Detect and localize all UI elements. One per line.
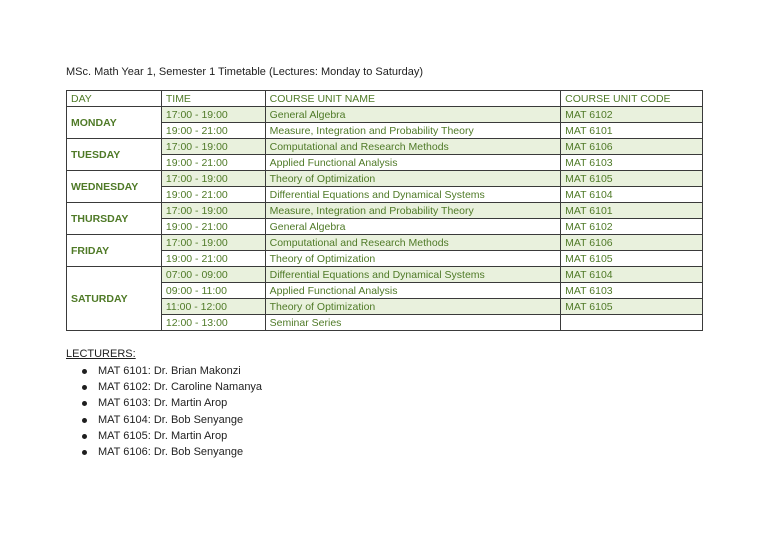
bullet-icon [82,450,87,455]
time-cell: 07:00 - 09:00 [161,267,265,283]
table-row [67,107,703,123]
lecturer-text: MAT 6105: Dr. Martin Arop [98,429,228,442]
header-time: TIME [161,91,265,107]
table-row [67,123,703,139]
table-row [67,299,703,315]
course-code-cell: MAT 6106 [561,235,703,251]
table-row [67,251,703,267]
course-name-cell: Computational and Research Methods [265,139,561,155]
lecturer-text: MAT 6101: Dr. Brian Makonzi [98,365,241,377]
course-code-cell: MAT 6101 [561,123,703,139]
header-course-name: COURSE UNIT NAME [265,91,561,107]
time-cell: 12:00 - 13:00 [161,315,265,331]
time-cell: 11:00 - 12:00 [161,299,265,315]
list-item [98,428,262,444]
table-row [67,267,703,283]
course-name-cell: Theory of Optimization [265,171,561,187]
time-cell: 19:00 - 21:00 [161,155,265,171]
timetable-body [67,107,703,331]
course-code-cell: MAT 6102 [561,219,703,235]
course-name-cell: Applied Functional Analysis [265,283,561,299]
course-code-cell: MAT 6103 [561,155,703,171]
course-name-cell: General Algebra [265,219,561,235]
header-row [67,91,703,107]
list-item [98,379,262,395]
course-code-cell [561,315,703,331]
list-item [98,412,262,428]
timetable [66,90,703,331]
table-row [67,155,703,171]
time-cell: 17:00 - 19:00 [161,203,265,219]
lecturer-text: MAT 6102: Dr. Caroline Namanya [98,381,263,394]
course-code-cell: MAT 6103 [561,283,703,299]
table-row [67,187,703,203]
time-cell: 17:00 - 19:00 [161,107,265,123]
course-code-cell: MAT 6105 [561,171,703,187]
table-row [67,283,703,299]
time-cell: 19:00 - 21:00 [161,123,265,139]
time-cell: 17:00 - 19:00 [161,235,265,251]
header-day: DAY [67,91,162,107]
course-name-cell: Seminar Series [265,315,561,331]
day-cell: SATURDAY [67,267,162,331]
day-cell: THURSDAY [67,203,162,235]
list-item [98,444,262,460]
day-cell: MONDAY [67,107,162,139]
lecturers-section [66,348,262,460]
day-cell: FRIDAY [67,235,162,267]
table-row [67,315,703,331]
table-row [67,219,703,235]
course-code-cell: MAT 6105 [561,299,703,315]
time-cell: 19:00 - 21:00 [161,187,265,203]
course-code-cell: MAT 6104 [561,267,703,283]
course-name-cell: Measure, Integration and Probability Theory [265,123,561,139]
lecturer-text: MAT 6104: Dr. Bob Senyange [98,413,244,426]
lecturer-text: MAT 6106: Dr. Bob Senyange [98,446,244,459]
course-code-cell: MAT 6102 [561,107,703,123]
course-code-cell: MAT 6104 [561,187,703,203]
time-cell: 17:00 - 19:00 [161,139,265,155]
lecturers-list [66,363,262,460]
page-title: MSc. Math Year 1, Semester 1 Timetable (Lectures: Monday to Saturday) [66,66,424,78]
bullet-icon [82,418,87,423]
bullet-icon [82,369,87,374]
day-cell: WEDNESDAY [67,171,162,203]
bullet-icon [82,401,87,406]
course-code-cell: MAT 6105 [561,251,703,267]
time-cell: 19:00 - 21:00 [161,251,265,267]
bullet-icon [82,385,87,390]
table-row [67,235,703,251]
header-course-code: COURSE UNIT CODE [561,91,703,107]
day-cell: TUESDAY [67,139,162,171]
course-name-cell: Applied Functional Analysis [265,155,561,171]
course-name-cell: Computational and Research Methods [265,235,561,251]
course-code-cell: MAT 6101 [561,203,703,219]
course-name-cell: General Algebra [265,107,561,123]
table-row [67,171,703,187]
course-name-cell: Differential Equations and Dynamical Systems [265,187,561,203]
time-cell: 19:00 - 21:00 [161,219,265,235]
table-row [67,203,703,219]
lecturers-title: LECTURERS: [66,348,136,360]
table-row [67,139,703,155]
time-cell: 09:00 - 11:00 [161,283,265,299]
time-cell: 17:00 - 19:00 [161,171,265,187]
course-name-cell: Theory of Optimization [265,299,561,315]
list-item [98,363,262,379]
course-name-cell: Measure, Integration and Probability Theory [265,203,561,219]
course-code-cell: MAT 6106 [561,139,703,155]
bullet-icon [82,434,87,439]
lecturer-text: MAT 6103: Dr. Martin Arop [98,397,228,410]
course-name-cell: Differential Equations and Dynamical Systems [265,267,561,283]
list-item [98,395,262,411]
course-name-cell: Theory of Optimization [265,251,561,267]
